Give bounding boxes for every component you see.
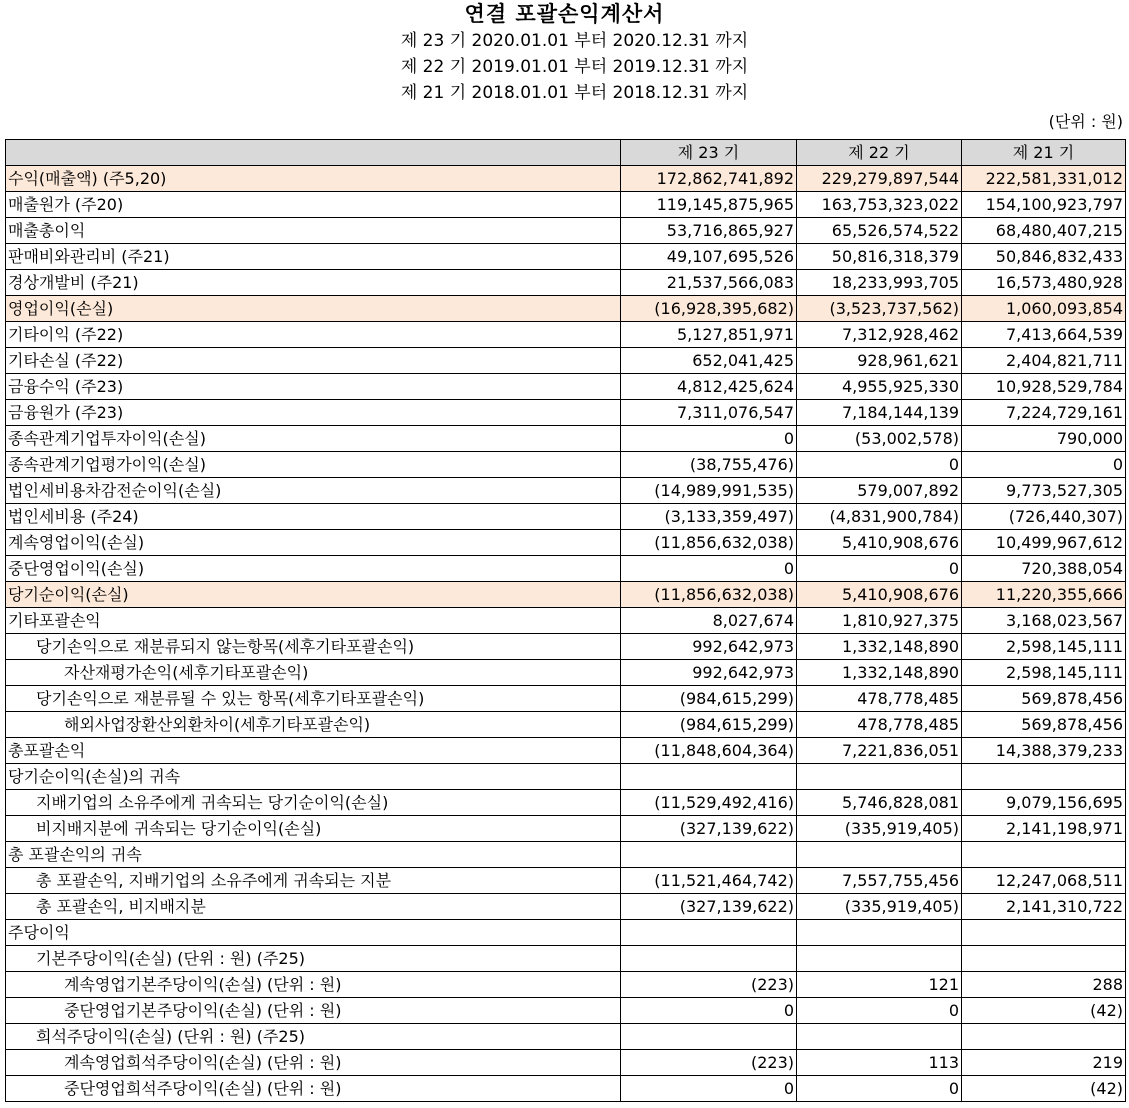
- value-cell-period-22: 7,184,144,139: [797, 400, 962, 426]
- value-cell-period-23: [621, 764, 797, 790]
- value-cell-period-22: 163,753,323,022: [797, 192, 962, 218]
- value-cell-period-22: 229,279,897,544: [797, 166, 962, 192]
- table-row: [6, 400, 1126, 426]
- value-cell-period-21: 10,928,529,784: [962, 374, 1126, 400]
- row-label: 중단영업희석주당이익(손실) (단위 : 원): [6, 1076, 621, 1102]
- table-row: [6, 764, 1126, 790]
- value-cell-period-21: 9,079,156,695: [962, 790, 1126, 816]
- column-header-period-22: 제 22 기: [797, 140, 962, 166]
- table-row: [6, 738, 1126, 764]
- value-cell-period-23: 0: [621, 1076, 797, 1102]
- table-row: [6, 296, 1126, 322]
- row-label: 법인세비용차감전순이익(손실): [6, 478, 621, 504]
- table-row: [6, 920, 1126, 946]
- value-cell-period-22: 1,332,148,890: [797, 660, 962, 686]
- document-title: 연결 포괄손익계산서: [464, 2, 665, 26]
- row-label: 총 포괄손익의 귀속: [6, 842, 621, 868]
- row-label: 희석주당이익(손실) (단위 : 원) (주25): [6, 1024, 621, 1050]
- row-label: 수익(매출액) (주5,20): [6, 166, 621, 192]
- value-cell-period-22: (335,919,405): [797, 894, 962, 920]
- value-cell-period-22: [797, 920, 962, 946]
- row-label: 당기손익으로 재분류될 수 있는 항목(세후기타포괄손익): [6, 686, 621, 712]
- value-cell-period-22: 5,410,908,676: [797, 530, 962, 556]
- row-label: 총포괄손익: [6, 738, 621, 764]
- value-cell-period-23: 49,107,695,526: [621, 244, 797, 270]
- row-label: 종속관계기업평가이익(손실): [6, 452, 621, 478]
- row-label: 총 포괄손익, 비지배지분: [6, 894, 621, 920]
- table-row: [6, 322, 1126, 348]
- table-row: [6, 686, 1126, 712]
- value-cell-period-23: (3,133,359,497): [621, 504, 797, 530]
- value-cell-period-23: (11,529,492,416): [621, 790, 797, 816]
- row-label: 판매비와관리비 (주21): [6, 244, 621, 270]
- value-cell-period-22: 7,557,755,456: [797, 868, 962, 894]
- table-row: [6, 270, 1126, 296]
- table-row: [6, 868, 1126, 894]
- value-cell-period-23: [621, 1024, 797, 1050]
- value-cell-period-22: 1,332,148,890: [797, 634, 962, 660]
- value-cell-period-23: [621, 842, 797, 868]
- value-cell-period-21: 11,220,355,666: [962, 582, 1126, 608]
- value-cell-period-22: (3,523,737,562): [797, 296, 962, 322]
- value-cell-period-22: (53,002,578): [797, 426, 962, 452]
- value-cell-period-21: 7,224,729,161: [962, 400, 1126, 426]
- value-cell-period-22: 65,526,574,522: [797, 218, 962, 244]
- period-line-22: 제 22 기 2019.01.01 부터 2019.12.31 까지: [400, 57, 749, 77]
- table-row: [6, 634, 1126, 660]
- table-row: [6, 842, 1126, 868]
- unit-label: (단위 : 원): [1048, 112, 1123, 131]
- value-cell-period-21: 720,388,054: [962, 556, 1126, 582]
- value-cell-period-22: [797, 946, 962, 972]
- value-cell-period-21: (726,440,307): [962, 504, 1126, 530]
- row-label: 자산재평가손익(세후기타포괄손익): [6, 660, 621, 686]
- value-cell-period-21: 3,168,023,567: [962, 608, 1126, 634]
- value-cell-period-21: 0: [962, 452, 1126, 478]
- value-cell-period-21: [962, 764, 1126, 790]
- value-cell-period-21: 2,141,310,722: [962, 894, 1126, 920]
- table-row: [6, 894, 1126, 920]
- table-row: [6, 452, 1126, 478]
- table-header-row: [6, 140, 1126, 166]
- table-row: [6, 998, 1126, 1024]
- row-label: 중단영업이익(손실): [6, 556, 621, 582]
- income-statement-table: [5, 139, 1126, 1102]
- value-cell-period-21: 1,060,093,854: [962, 296, 1126, 322]
- value-cell-period-23: (984,615,299): [621, 712, 797, 738]
- row-label: 영업이익(손실): [6, 296, 621, 322]
- row-label: 기타포괄손익: [6, 608, 621, 634]
- table-row: [6, 582, 1126, 608]
- table-row: [6, 530, 1126, 556]
- value-cell-period-23: 0: [621, 998, 797, 1024]
- value-cell-period-22: (335,919,405): [797, 816, 962, 842]
- value-cell-period-22: 5,410,908,676: [797, 582, 962, 608]
- table-row: [6, 790, 1126, 816]
- value-cell-period-22: 121: [797, 972, 962, 998]
- value-cell-period-22: 0: [797, 998, 962, 1024]
- period-line-23: 제 23 기 2020.01.01 부터 2020.12.31 까지: [400, 31, 749, 51]
- value-cell-period-21: [962, 1024, 1126, 1050]
- value-cell-period-21: 16,573,480,928: [962, 270, 1126, 296]
- value-cell-period-21: 154,100,923,797: [962, 192, 1126, 218]
- value-cell-period-21: 2,141,198,971: [962, 816, 1126, 842]
- value-cell-period-22: 7,312,928,462: [797, 322, 962, 348]
- value-cell-period-21: (42): [962, 1076, 1126, 1102]
- value-cell-period-21: (42): [962, 998, 1126, 1024]
- value-cell-period-23: 8,027,674: [621, 608, 797, 634]
- row-label: 당기순이익(손실): [6, 582, 621, 608]
- value-cell-period-23: (223): [621, 972, 797, 998]
- table-row: [6, 946, 1126, 972]
- table-row: [6, 972, 1126, 998]
- value-cell-period-23: (11,848,604,364): [621, 738, 797, 764]
- value-cell-period-22: [797, 842, 962, 868]
- row-label: 주당이익: [6, 920, 621, 946]
- value-cell-period-22: 50,816,318,379: [797, 244, 962, 270]
- value-cell-period-23: (38,755,476): [621, 452, 797, 478]
- row-label: 종속관계기업투자이익(손실): [6, 426, 621, 452]
- row-label: 총 포괄손익, 지배기업의 소유주에게 귀속되는 지분: [6, 868, 621, 894]
- table-row: [6, 816, 1126, 842]
- value-cell-period-21: 288: [962, 972, 1126, 998]
- value-cell-period-23: (984,615,299): [621, 686, 797, 712]
- value-cell-period-23: 652,041,425: [621, 348, 797, 374]
- value-cell-period-21: 2,598,145,111: [962, 660, 1126, 686]
- value-cell-period-21: [962, 842, 1126, 868]
- table-row: [6, 556, 1126, 582]
- row-label: 금융수익 (주23): [6, 374, 621, 400]
- value-cell-period-22: 18,233,993,705: [797, 270, 962, 296]
- value-cell-period-22: 0: [797, 556, 962, 582]
- value-cell-period-23: [621, 920, 797, 946]
- period-line-21: 제 21 기 2018.01.01 부터 2018.12.31 까지: [400, 83, 749, 103]
- row-label: 계속영업기본주당이익(손실) (단위 : 원): [6, 972, 621, 998]
- value-cell-period-22: 1,810,927,375: [797, 608, 962, 634]
- value-cell-period-21: 7,413,664,539: [962, 322, 1126, 348]
- value-cell-period-22: 579,007,892: [797, 478, 962, 504]
- table-row: [6, 218, 1126, 244]
- value-cell-period-23: [621, 946, 797, 972]
- table-row: [6, 374, 1126, 400]
- table-row: [6, 1024, 1126, 1050]
- table-row: [6, 478, 1126, 504]
- value-cell-period-21: 12,247,068,511: [962, 868, 1126, 894]
- value-cell-period-21: 790,000: [962, 426, 1126, 452]
- row-label: 해외사업장환산외환차이(세후기타포괄손익): [6, 712, 621, 738]
- value-cell-period-22: 113: [797, 1050, 962, 1076]
- table-row: [6, 712, 1126, 738]
- value-cell-period-21: [962, 946, 1126, 972]
- value-cell-period-22: 478,778,485: [797, 686, 962, 712]
- value-cell-period-22: 0: [797, 452, 962, 478]
- value-cell-period-21: 2,404,821,711: [962, 348, 1126, 374]
- row-label: 매출원가 (주20): [6, 192, 621, 218]
- table-row: [6, 348, 1126, 374]
- row-label: 매출총이익: [6, 218, 621, 244]
- table-row: [6, 660, 1126, 686]
- value-cell-period-21: 68,480,407,215: [962, 218, 1126, 244]
- row-label: 기타이익 (주22): [6, 322, 621, 348]
- column-header-label: [6, 140, 621, 166]
- table-row: [6, 1076, 1126, 1102]
- column-header-period-21: 제 21 기: [962, 140, 1126, 166]
- value-cell-period-23: 0: [621, 556, 797, 582]
- value-cell-period-23: (14,989,991,535): [621, 478, 797, 504]
- row-label: 당기순이익(손실)의 귀속: [6, 764, 621, 790]
- row-label: 계속영업희석주당이익(손실) (단위 : 원): [6, 1050, 621, 1076]
- value-cell-period-21: 2,598,145,111: [962, 634, 1126, 660]
- value-cell-period-22: 478,778,485: [797, 712, 962, 738]
- value-cell-period-22: 928,961,621: [797, 348, 962, 374]
- value-cell-period-22: 5,746,828,081: [797, 790, 962, 816]
- value-cell-period-22: [797, 764, 962, 790]
- value-cell-period-23: (11,521,464,742): [621, 868, 797, 894]
- value-cell-period-23: (11,856,632,038): [621, 530, 797, 556]
- value-cell-period-21: 569,878,456: [962, 686, 1126, 712]
- value-cell-period-23: 172,862,741,892: [621, 166, 797, 192]
- value-cell-period-21: 569,878,456: [962, 712, 1126, 738]
- table-row: [6, 426, 1126, 452]
- row-label: 당기손익으로 재분류되지 않는항목(세후기타포괄손익): [6, 634, 621, 660]
- value-cell-period-23: 53,716,865,927: [621, 218, 797, 244]
- value-cell-period-23: 21,537,566,083: [621, 270, 797, 296]
- column-header-period-23: 제 23 기: [621, 140, 797, 166]
- row-label: 금융원가 (주23): [6, 400, 621, 426]
- value-cell-period-23: 992,642,973: [621, 660, 797, 686]
- value-cell-period-21: 222,581,331,012: [962, 166, 1126, 192]
- row-label: 기본주당이익(손실) (단위 : 원) (주25): [6, 946, 621, 972]
- row-label: 비지배지분에 귀속되는 당기순이익(손실): [6, 816, 621, 842]
- table-body: [6, 166, 1126, 1102]
- value-cell-period-23: 992,642,973: [621, 634, 797, 660]
- value-cell-period-23: 119,145,875,965: [621, 192, 797, 218]
- value-cell-period-22: [797, 1024, 962, 1050]
- value-cell-period-23: 4,812,425,624: [621, 374, 797, 400]
- value-cell-period-23: (11,856,632,038): [621, 582, 797, 608]
- value-cell-period-22: 7,221,836,051: [797, 738, 962, 764]
- table-row: [6, 1050, 1126, 1076]
- row-label: 지배기업의 소유주에게 귀속되는 당기순이익(손실): [6, 790, 621, 816]
- document-header: [0, 0, 1129, 136]
- value-cell-period-21: 14,388,379,233: [962, 738, 1126, 764]
- table-row: [6, 166, 1126, 192]
- table-row: [6, 608, 1126, 634]
- value-cell-period-23: 5,127,851,971: [621, 322, 797, 348]
- value-cell-period-23: (327,139,622): [621, 816, 797, 842]
- value-cell-period-23: (327,139,622): [621, 894, 797, 920]
- value-cell-period-23: 7,311,076,547: [621, 400, 797, 426]
- row-label: 중단영업기본주당이익(손실) (단위 : 원): [6, 998, 621, 1024]
- table-row: [6, 244, 1126, 270]
- table-row: [6, 504, 1126, 530]
- row-label: 법인세비용 (주24): [6, 504, 621, 530]
- row-label: 계속영업이익(손실): [6, 530, 621, 556]
- row-label: 경상개발비 (주21): [6, 270, 621, 296]
- value-cell-period-21: [962, 920, 1126, 946]
- value-cell-period-21: 50,846,832,433: [962, 244, 1126, 270]
- row-label: 기타손실 (주22): [6, 348, 621, 374]
- value-cell-period-22: 4,955,925,330: [797, 374, 962, 400]
- value-cell-period-22: (4,831,900,784): [797, 504, 962, 530]
- value-cell-period-23: (16,928,395,682): [621, 296, 797, 322]
- table-row: [6, 192, 1126, 218]
- value-cell-period-23: (223): [621, 1050, 797, 1076]
- value-cell-period-21: 219: [962, 1050, 1126, 1076]
- value-cell-period-22: 0: [797, 1076, 962, 1102]
- value-cell-period-21: 9,773,527,305: [962, 478, 1126, 504]
- value-cell-period-23: 0: [621, 426, 797, 452]
- value-cell-period-21: 10,499,967,612: [962, 530, 1126, 556]
